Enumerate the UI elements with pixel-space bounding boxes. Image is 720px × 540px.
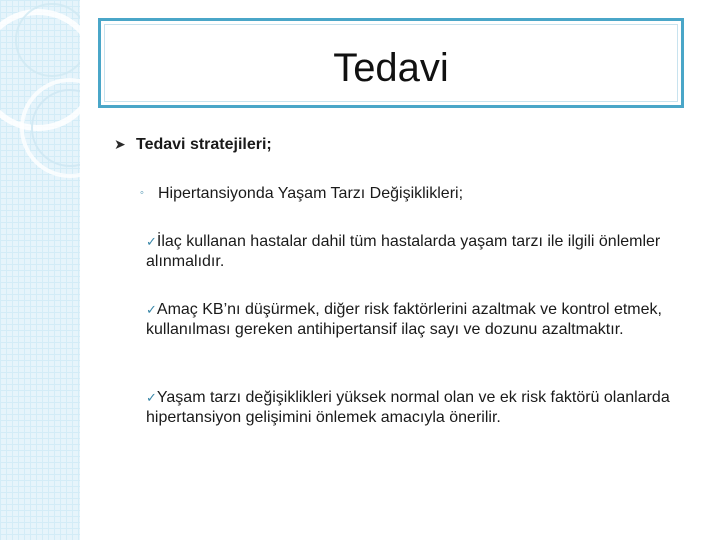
tick-bullet-icon: ✓ <box>146 390 157 405</box>
title-frame <box>98 18 684 108</box>
level2-text: Hipertansiyonda Yaşam Tarzı Değişiklikleri; <box>158 185 464 202</box>
tick-bullet-icon: ✓ <box>146 234 157 249</box>
decorative-sidebar <box>0 0 80 540</box>
slide-title: Tedavi <box>333 46 449 90</box>
list-item-text: İlaç kullanan hastalar dahil tüm hastalarda yaşam tarzı ile ilgili önlemler alınmalıdır. <box>146 233 661 270</box>
list-item-text: Amaç KB’nı düşürmek, diğer risk faktörlerini azaltmak ve kontrol etmek, kullanılması gereken antihipertansif ilaç sayı ve dozunu azaltmaktır. <box>146 301 662 338</box>
list-item <box>146 388 686 428</box>
decorative-circles <box>0 0 80 540</box>
level1-text: Tedavi stratejileri; <box>136 136 272 153</box>
level2-bullet <box>140 185 463 203</box>
arrow-bullet-icon: ➤ <box>114 136 126 152</box>
tick-bullet-icon: ✓ <box>146 302 157 317</box>
list-item <box>146 232 686 272</box>
ring-bullet-icon: ◦ <box>140 187 144 199</box>
list-item <box>146 300 686 340</box>
list-item-text: Yaşam tarzı değişiklikleri yüksek normal olan ve ek risk faktörü olanlarda hipertansiyon gelişimini önlemek amacıyla önerilir. <box>146 389 670 426</box>
level1-bullet <box>114 136 272 154</box>
